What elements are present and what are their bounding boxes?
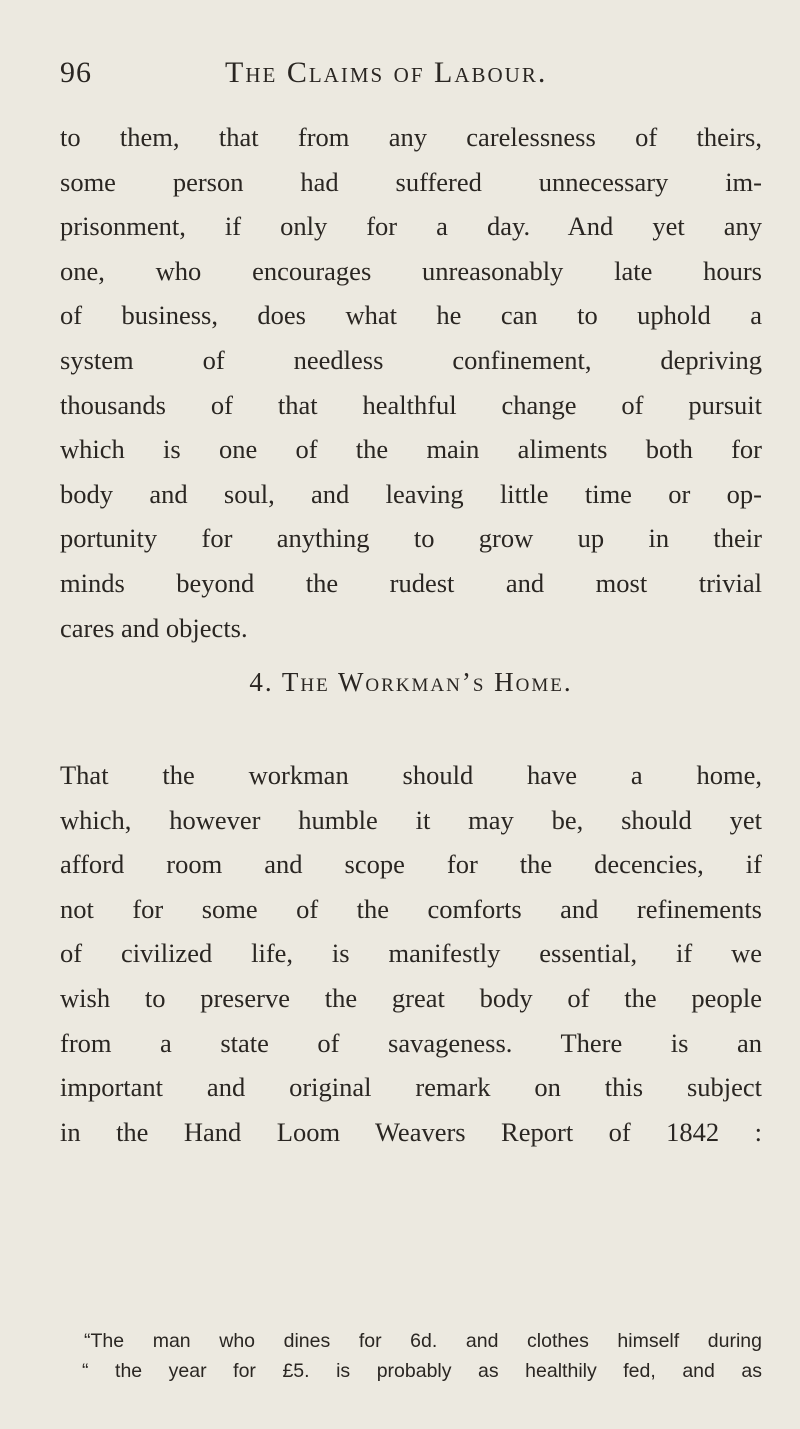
block-quote [60,1326,762,1386]
text-line: which is one of the main aliments both for [60,434,762,465]
text-line: from a state of savageness. There is an [60,1027,762,1058]
running-head: The Claims of Labour. [225,56,548,89]
text-line: of civilized life, is manifestly essential, if we [60,938,762,969]
text-line: body and soul, and leaving little time or op- [60,478,762,509]
page-header [60,56,760,100]
text-line: which, however humble it may be, should yet [60,804,762,835]
text-line: portunity for anything to grow up in their [60,523,762,554]
page-number: 96 [60,56,92,89]
text-line: not for some of the comforts and refinements [60,893,762,924]
paragraph-continued [60,115,762,650]
text-line: thousands of that healthful change of pursuit [60,389,762,420]
text-line: to them, that from any carelessness of theirs, [60,122,762,152]
text-line: cares and objects. [60,612,248,643]
text-line: in the Hand Loom Weavers Report of 1842 : [60,1116,762,1147]
text-line: prisonment, if only for a day. And yet any [60,211,762,242]
text-line: wish to preserve the great body of the people [60,982,762,1013]
text-line: important and original remark on this subject [60,1072,762,1103]
quote-line: “The man who dines for 6d. and clothes himself during [84,1330,762,1352]
paragraph-workmans-home [60,753,762,1154]
section-heading: 4. The Workman’s Home. [249,667,573,697]
text-line: afford room and scope for the decencies, if [60,849,762,880]
text-line: system of needless confinement, depriving [60,344,762,375]
text-line: one, who encourages unreasonably late hours [60,255,762,286]
text-line: some person had suffered unnecessary im- [60,166,762,197]
quote-line: “ the year for £5. is probably as healthily fed, and as [82,1360,762,1382]
text-line: of business, does what he can to uphold a [60,300,762,331]
text-line: That the workman should have a home, [60,760,762,790]
text-line: minds beyond the rudest and most trivial [60,567,762,598]
